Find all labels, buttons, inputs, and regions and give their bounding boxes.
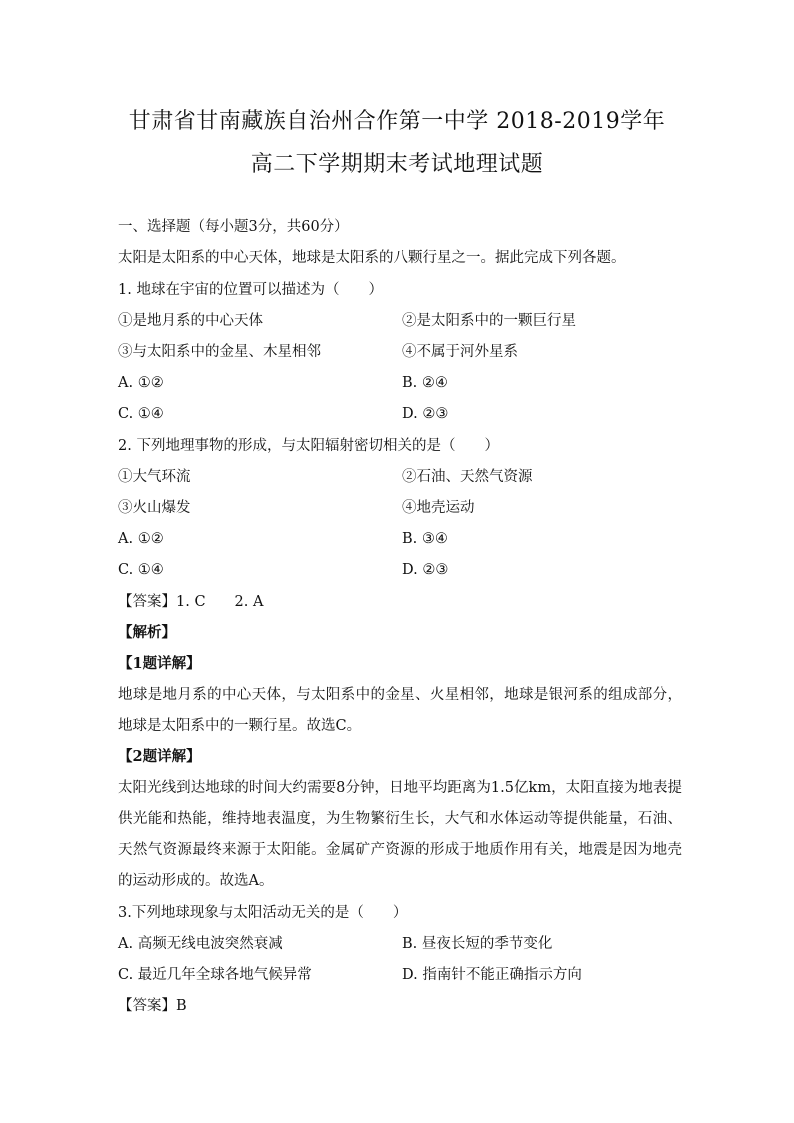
q2-option-b: B. ③④ bbox=[402, 531, 448, 547]
answer-q3: 【答案】B bbox=[118, 998, 187, 1014]
q3-stem: 3.下列地球现象与太阳活动无关的是（ ） bbox=[118, 905, 408, 921]
answer-q1-q2: 【答案】1. C 2. A bbox=[118, 594, 264, 610]
q1-option-b: B. ②④ bbox=[402, 375, 448, 391]
q1-option-a: A. ①② bbox=[118, 375, 164, 391]
detail1-text: 地球是地月系的中心天体，与太阳系中的金星、火星相邻，地球是银河系的组成部分，地球是太阳系中的一颗行星。故选C。 bbox=[118, 687, 682, 734]
q2-item-3: ③火山爆发 bbox=[118, 500, 191, 516]
q3-option-b: B. 昼夜长短的季节变化 bbox=[402, 936, 553, 952]
q2-item-1: ①大气环流 bbox=[118, 469, 191, 485]
q1-option-c: C. ①④ bbox=[118, 406, 164, 422]
q1-item-2: ②是太阳系中的一颗巨行星 bbox=[402, 313, 576, 329]
q1-item-4: ④不属于河外星系 bbox=[402, 344, 518, 360]
q2-stem: 2. 下列地理事物的形成，与太阳辐射密切相关的是（ ） bbox=[118, 438, 499, 454]
section-heading: 一、选择题（每小题3分，共60分） bbox=[118, 219, 349, 235]
section-intro: 太阳是太阳系的中心天体，地球是太阳系的八颗行星之一。据此完成下列各题。 bbox=[118, 250, 626, 266]
q1-item-1: ①是地月系的中心天体 bbox=[118, 313, 263, 329]
q2-item-4: ④地壳运动 bbox=[402, 500, 475, 516]
q1-option-d: D. ②③ bbox=[402, 406, 449, 422]
q3-option-d: D. 指南针不能正确指示方向 bbox=[402, 967, 582, 983]
detail2-text: 太阳光线到达地球的时间大约需要8分钟，日地平均距离为1.5亿km，太阳直接为地表提供光能和热能，维持地表温度，为生物繁衍生长，大气和水体运动等提供能量，石油、天然气资源最终来源于太阳能。金属矿产资源的形成于地质作用有关，地震是因为地壳的运动形成的。故选A。 bbox=[118, 780, 682, 889]
q3-option-a: A. 高频无线电波突然衰减 bbox=[118, 936, 283, 952]
q3-option-c: C. 最近几年全球各地气候异常 bbox=[118, 967, 312, 983]
q1-stem: 1. 地球在宇宙的位置可以描述为（ ） bbox=[118, 282, 383, 298]
analysis-label: 【解析】 bbox=[118, 624, 176, 641]
detail1-label: 【1题详解】 bbox=[118, 655, 201, 672]
detail2-label: 【2题详解】 bbox=[118, 748, 201, 765]
document-title-line2: 高二下学期期末考试地理试题 bbox=[250, 152, 544, 177]
q2-option-a: A. ①② bbox=[118, 531, 164, 547]
q2-item-2: ②石油、天然气资源 bbox=[402, 469, 533, 485]
q2-option-d: D. ②③ bbox=[402, 562, 449, 578]
q2-option-c: C. ①④ bbox=[118, 562, 164, 578]
q1-item-3: ③与太阳系中的金星、木星相邻 bbox=[118, 344, 321, 360]
document-title-line1: 甘肃省甘南藏族自治州合作第一中学 2018-2019学年 bbox=[128, 109, 666, 134]
